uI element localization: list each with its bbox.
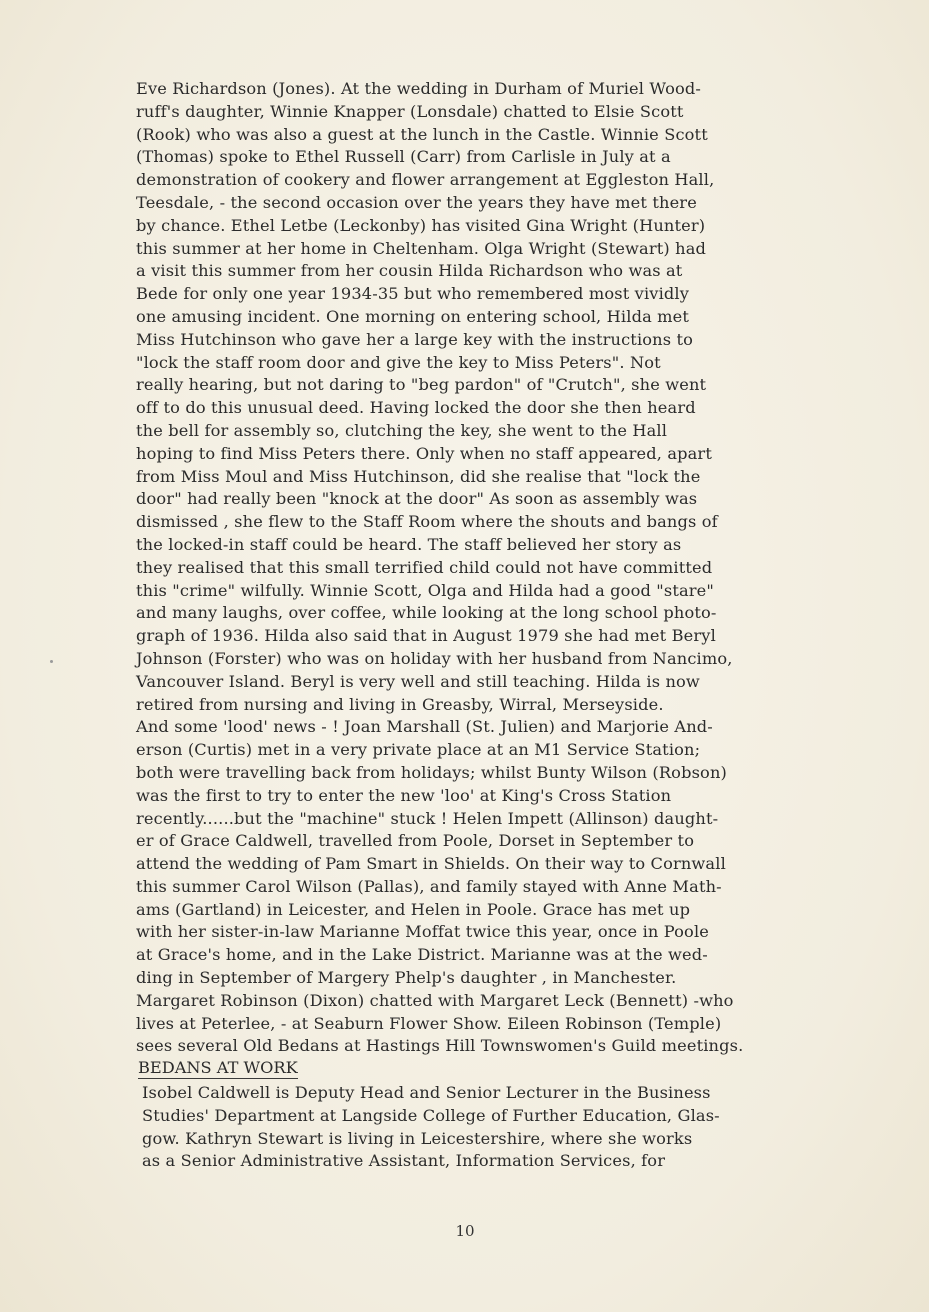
text-line: Eve Richardson (Jones). At the wedding in Durham of Muriel Wood- [136, 79, 701, 98]
text-line: And some 'lood' news - ! Joan Marshall (St. Julien) and Marjorie And- [136, 717, 713, 737]
text-line: hoping to find Miss Peters there. Only when no staff appeared, apart [136, 443, 712, 463]
text-line: lives at Peterlee, - at Seaburn Flower Show. Eileen Robinson (Temple) [136, 1013, 722, 1033]
body-text [136, 78, 816, 1173]
page-number: 10 [455, 1222, 475, 1240]
text-line: the bell for assembly so, clutching the key, she went to the Hall [136, 420, 668, 440]
text-line: at Grace's home, and in the Lake District. Marianne was at the wed- [136, 945, 708, 965]
text-line: ruff's daughter, Winnie Knapper (Lonsdale) chatted to Elsie Scott [136, 101, 684, 121]
text-line: retired from nursing and living in Greasby, Wirral, Merseyside. [136, 694, 664, 714]
text-line: Bede for only one year 1934-35 but who remembered most vividly [136, 284, 690, 304]
text-line: by chance. Ethel Letbe (Leckonby) has visited Gina Wright (Hunter) [136, 215, 706, 235]
text-line: recently......but the "machine" stuck ! Helen Impett (Allinson) daught- [136, 808, 719, 828]
text-line: they realised that this small terrified child could not have committed [136, 557, 713, 577]
section-heading: BEDANS AT WORK [138, 1058, 298, 1078]
text-line: one amusing incident. One morning on entering school, Hilda met [136, 306, 690, 326]
text-line: with her sister-in-law Marianne Moffat twice this year, once in Poole [136, 922, 710, 942]
text-line: and many laughs, over coffee, while looking at the long school photo- [136, 603, 717, 623]
text-line: er of Grace Caldwell, travelled from Poole, Dorset in September to [136, 831, 695, 851]
text-line: really hearing, but not daring to "beg pardon" of "Crutch", she went [136, 375, 707, 395]
text-line: graph of 1936. Hilda also said that in August 1979 she had met Beryl [136, 626, 716, 646]
text-line: Johnson (Forster) who was on holiday with her husband from Nancimo, [136, 648, 733, 668]
text-line: attend the wedding of Pam Smart in Shields. On their way to Cornwall [136, 854, 726, 874]
text-line: (Rook) who was also a guest at the lunch in the Castle. Winnie Scott [136, 124, 708, 144]
text-line: a visit this summer from her cousin Hilda Richardson who was at [136, 261, 683, 281]
text-line: Isobel Caldwell is Deputy Head and Senior Lecturer in the Business [142, 1083, 711, 1103]
text-line: demonstration of cookery and flower arrangement at Eggleston Hall, [136, 170, 715, 190]
text-line: was the first to try to enter the new 'loo' at King's Cross Station [136, 785, 672, 805]
text-line: (Thomas) spoke to Ethel Russell (Carr) from Carlisle in July at a [136, 147, 671, 167]
text-line: the locked-in staff could be heard. The staff believed her story as [136, 534, 682, 554]
text-line: sees several Old Bedans at Hastings Hill Townswomen's Guild meetings. [136, 1036, 744, 1056]
text-line: Vancouver Island. Beryl is very well and still teaching. Hilda is now [136, 671, 700, 691]
text-line: this summer at her home in Cheltenham. Olga Wright (Stewart) had [136, 238, 707, 258]
text-line: both were travelling back from holidays; whilst Bunty Wilson (Robson) [136, 762, 727, 782]
text-line: dismissed , she flew to the Staff Room where the shouts and bangs of [136, 512, 718, 532]
text-line: door" had really been "knock at the door" As soon as assembly was [136, 489, 698, 509]
text-line: Margaret Robinson (Dixon) chatted with Margaret Leck (Bennett) -who [136, 990, 734, 1010]
text-line: off to do this unusual deed. Having locked the door she then heard [136, 398, 696, 418]
text-line: ams (Gartland) in Leicester, and Helen in Poole. Grace has met up [136, 899, 691, 919]
work-paragraph [136, 1082, 816, 1173]
text-line: "lock the staff room door and give the key to Miss Peters". Not [136, 352, 661, 372]
text-line: ding in September of Margery Phelp's daughter , in Manchester. [136, 968, 677, 988]
text-line: gow. Kathryn Stewart is living in Leicestershire, where she works [142, 1128, 693, 1148]
text-line: this summer Carol Wilson (Pallas), and family stayed with Anne Math- [136, 876, 722, 896]
text-line: as a Senior Administrative Assistant, Information Services, for [142, 1151, 666, 1171]
text-line: this "crime" wilfully. Winnie Scott, Olga and Hilda had a good "stare" [136, 580, 714, 600]
paper-speck [50, 660, 53, 663]
text-line: Teesdale, - the second occasion over the years they have met there [136, 192, 697, 212]
news-paragraph [136, 78, 816, 1058]
text-line: erson (Curtis) met in a very private place at an M1 Service Station; [136, 740, 701, 760]
text-line: Miss Hutchinson who gave her a large key with the instructions to [136, 329, 694, 349]
text-line: Studies' Department at Langside College of Further Education, Glas- [142, 1105, 720, 1125]
text-line: from Miss Moul and Miss Hutchinson, did she realise that "lock the [136, 466, 701, 486]
